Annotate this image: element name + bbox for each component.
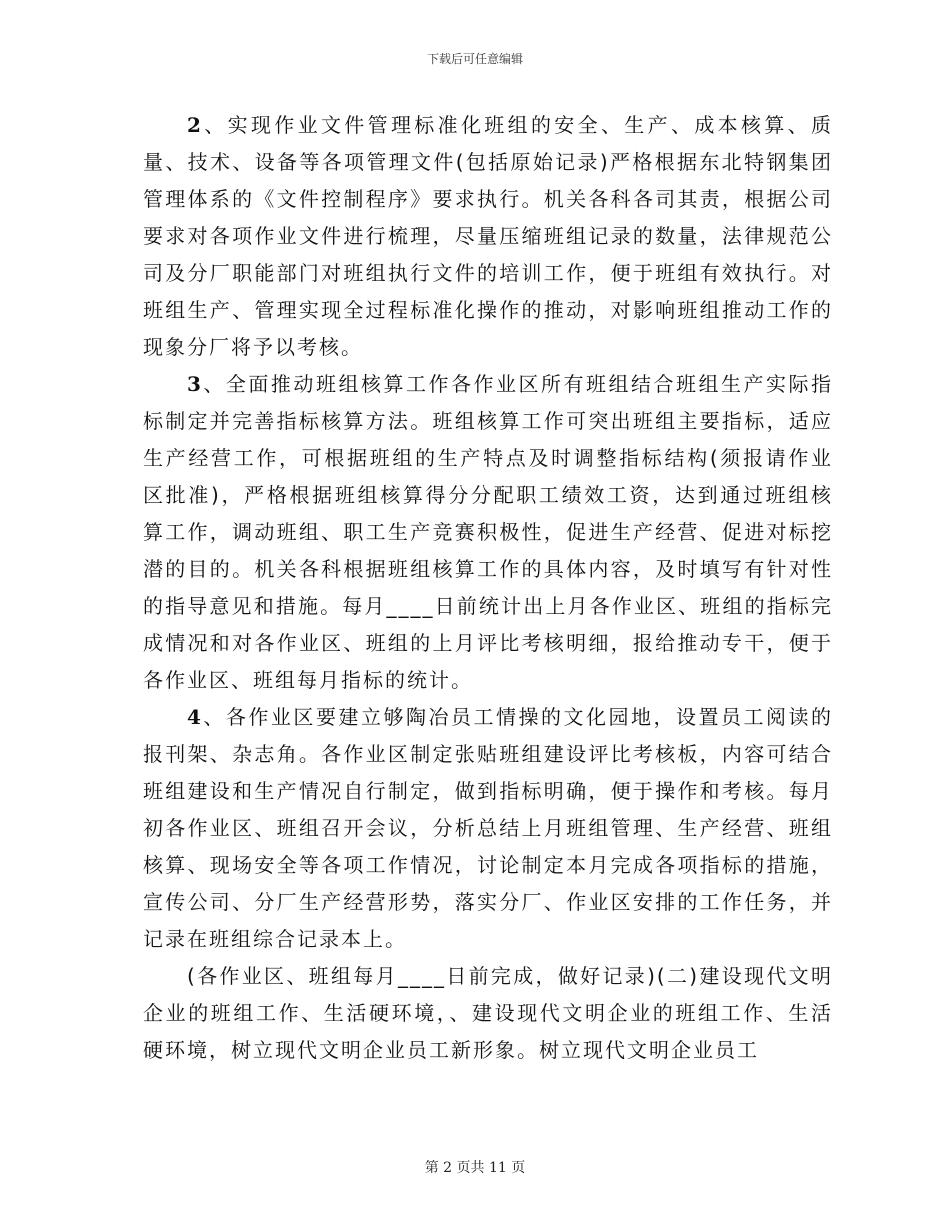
paragraph-3 [143,366,833,699]
document-body [143,107,833,1069]
paragraph-number: 2 [187,113,203,137]
page-footer: 第 2 页共 11 页 [424,1160,526,1176]
paragraph-text: 、实现作业文件管理标准化班组的安全、生产、成本核算、质量、技术、设备等各项管理文件(包括原始记录)严格根据东北特钢集团管理体系的《文件控制程序》要求执行。机关各科各司其责，根据公司要求对各项作业文件进行梳理，尽量压缩班组记录的数量，法律规范公司及分厂职能部门对班组执行文件的培训工作，便于班组有效执行。对班组生产、管理实现全过程标准化操作的推动，对影响班组推动工作的现象分厂将予以考核。 [143,113,833,359]
paragraph-number: 3 [187,372,203,396]
paragraph-4 [143,699,833,958]
page-header: 下载后可任意编辑 [426,52,523,66]
paragraph-continuation [143,958,833,1069]
paragraph-2 [143,107,833,366]
paragraph-number: 4 [187,705,203,729]
paragraph-text: 、各作业区要建立够陶冶员工情操的文化园地，设置员工阅读的报刊架、杂志角。各作业区制定张贴班组建设评比考核板，内容可结合班组建设和生产情况自行制定，做到指标明确，便于操作和考核。每月初各作业区、班组召开会议，分析总结上月班组管理、生产经营、班组核算、现场安全等各项工作情况，讨论制定本月完成各项指标的措施，宣传公司、分厂生产经营形势，落实分厂、作业区安排的工作任务，并记录在班组综合记录本上。 [143,705,833,951]
paragraph-text: (各作业区、班组每月____日前完成，做好记录)(二)建设现代文明企业的班组工作、生活硬环境，、建设现代文明企业的班组工作、生活硬环境，树立现代文明企业员工新形象。树立现代文明企业员工 [143,964,833,1062]
paragraph-text: 、全面推动班组核算工作各作业区所有班组结合班组生产实际指标制定并完善指标核算方法。班组核算工作可突出班组主要指标，适应生产经营工作，可根据班组的生产特点及时调整指标结构(须报请作业区批准)，严格根据班组核算得分分配职工绩效工资，达到通过班组核算工作，调动班组、职工生产竞赛积极性，促进生产经营、促进对标挖潜的目的。机关各科根据班组核算工作的具体内容，及时填写有针对性的指导意见和措施。每月____日前统计出上月各作业区、班组的指标完成情况和对各作业区、班组的上月评比考核明细，报给推动专干，便于各作业区、班组每月指标的统计。 [143,372,833,692]
